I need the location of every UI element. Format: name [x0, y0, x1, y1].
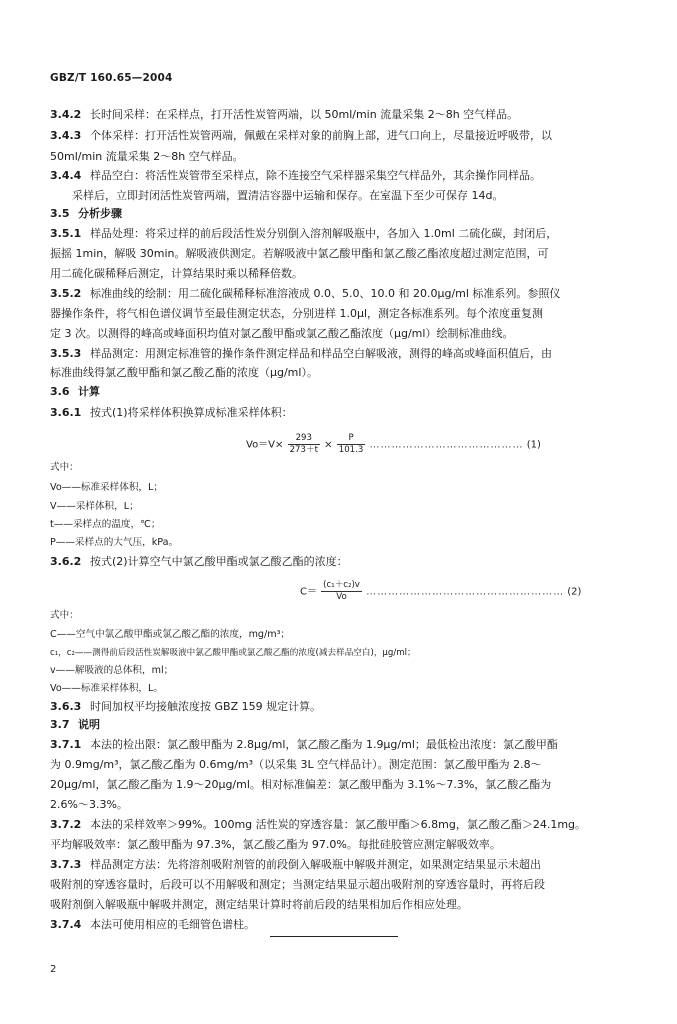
- section-3-5-3: [50, 347, 552, 361]
- variable-definition: v——解吸液的总体积，ml；: [50, 665, 174, 676]
- section-3-4-4: [50, 169, 541, 183]
- fraction-numerator: 293: [288, 433, 320, 445]
- section-number: 3.4.2: [50, 108, 82, 121]
- variable-definition: V——采样体积，L；: [50, 501, 139, 512]
- section-3-5-heading: [50, 207, 122, 221]
- fraction-temperature: [288, 433, 320, 456]
- section-number: 3.6: [50, 385, 70, 398]
- fraction-pressure: [337, 433, 366, 456]
- formula-lhs: C＝: [300, 586, 317, 598]
- section-3-7-3-cont: 吸附剂倒入解吸瓶中解吸并测定，测定结果计算时将前后段的结果相加后作相应处理。: [50, 898, 468, 911]
- section-title: 说明: [78, 718, 100, 731]
- formula-2: [300, 580, 581, 603]
- section-3-5-1-cont: 振摇 1min，解吸 30min。解吸液供测定。若解吸液中氯乙酸甲酯和氯乙酸乙酯浓度超过测定范围，可: [50, 247, 549, 260]
- section-3-4-3: [50, 129, 552, 143]
- formula-number: (1): [526, 439, 541, 451]
- section-3-6-1: [50, 406, 293, 420]
- section-number: 3.7.3: [50, 858, 82, 871]
- section-number: 3.7: [50, 718, 70, 731]
- leader-dots: ………………………………………………: [366, 586, 565, 598]
- section-3-6-3: [50, 700, 321, 714]
- variable-definition: c₁，c₂——测得前后段活性炭解吸液中氯乙酸甲酯或氯乙酸乙酯的浓度(减去样品空白)，μg/ml；: [50, 648, 416, 658]
- section-text: 按式(2)计算空气中氯乙酸甲酯或氯乙酸乙酯的浓度：: [90, 555, 348, 568]
- section-3-5-2-cont: 定 3 次。以测得的峰高或峰面积均值对氯乙酸甲酯或氯乙酸乙酯浓度（μg/ml）绘制标准曲线。: [50, 327, 514, 340]
- where-label: 式中：: [50, 610, 79, 621]
- variable-definition: Vo——标准采样体积，L。: [50, 683, 163, 694]
- section-3-7-3-cont: 吸附剂的穿透容量时，后段可以不用解吸和测定；当测定结果显示超出吸附剂的穿透容量时，再将后段: [50, 878, 545, 891]
- formula-number: (2): [567, 586, 582, 598]
- section-3-5-2: [50, 287, 560, 301]
- section-3-6-heading: [50, 385, 100, 399]
- section-number: 3.6.1: [50, 406, 82, 419]
- section-title: 计算: [78, 385, 100, 398]
- section-text: 样品测定：用测定标准管的操作条件测定样品和样品空白解吸液，测得的峰高或峰面积值后，由: [90, 347, 552, 360]
- section-3-4-4-cont: 采样后，立即封闭活性炭管两端，置清洁容器中运输和保存。在室温下至少可保存 14d。: [72, 189, 504, 202]
- section-3-5-2-cont: 器操作条件，将气相色谱仪调节至最佳测定状态，分别进样 1.0μl，测定各标准系列。每个浓度重复测: [50, 307, 544, 320]
- section-3-4-2: [50, 108, 518, 122]
- standard-code-header: GBZ/T 160.65—2004: [50, 72, 173, 84]
- section-number: 3.6.3: [50, 700, 82, 713]
- multiply-sign: ×: [324, 439, 333, 451]
- section-number: 3.4.3: [50, 129, 82, 142]
- section-number: 3.7.2: [50, 818, 82, 831]
- section-text: 长时间采样：在采样点，打开活性炭管两端，以 50ml/min 流量采集 2～8h 空气样品。: [90, 108, 519, 121]
- fraction-concentration: [321, 580, 362, 603]
- leader-dots: ……………………………………: [369, 439, 524, 451]
- section-3-7-2-cont: 平均解吸效率：氯乙酸甲酯为 97.3%，氯乙酸乙酯为 97.0%。每批硅胶管应测定解吸效率。: [50, 838, 501, 851]
- formula-lhs: Vo＝V×: [246, 439, 284, 451]
- section-number: 3.5.3: [50, 347, 82, 360]
- section-number: 3.5.2: [50, 287, 82, 300]
- fraction-denominator: 101.3: [338, 445, 364, 455]
- fraction-numerator: (c₁＋c₂)v: [323, 580, 360, 590]
- fraction-denominator: Vo: [336, 592, 347, 602]
- section-number: 3.5.1: [50, 227, 82, 240]
- section-3-7-2: [50, 818, 586, 832]
- formula-1: [246, 433, 541, 456]
- section-text: 本法的检出限：氯乙酸甲酯为 2.8μg/ml，氯乙酸乙酯为 1.9μg/ml；最低检出浓度：氯乙酸甲酯: [90, 738, 558, 751]
- section-3-7-1-cont: 20μg/ml，氯乙酸乙酯为 1.9～20μg/ml。相对标准偏差：氯乙酸甲酯为 3.1%～7.3%，氯乙酸乙酯为: [50, 778, 552, 791]
- fraction-numerator: P: [337, 433, 366, 445]
- section-title: 分析步骤: [78, 207, 122, 220]
- section-text: 样品测定方法：先将溶剂吸附剂管的前段倒入解吸瓶中解吸并测定，如果测定结果显示未超出: [90, 858, 541, 871]
- section-3-6-2: [50, 555, 348, 569]
- section-number: 3.7.4: [50, 918, 82, 931]
- variable-definition: Vo——标准采样体积，L；: [50, 482, 163, 493]
- section-3-5-1: [50, 227, 557, 241]
- section-number: 3.6.2: [50, 555, 82, 568]
- fraction-denominator: 273＋t: [289, 445, 318, 455]
- section-number: 3.7.1: [50, 738, 82, 751]
- section-3-5-3-cont: 标准曲线得氯乙酸甲酯和氯乙酸乙酯的浓度（μg/ml）。: [50, 366, 318, 379]
- section-text: 本法可使用相应的毛细管色谱柱。: [90, 918, 255, 931]
- section-text: 个体采样：打开活性炭管两端，佩戴在采样对象的前胸上部，进气口向上，尽量接近呼吸带，以: [90, 129, 552, 142]
- variable-definition: C——空气中氯乙酸甲酯或氯乙酸乙酯的浓度，mg/m³；: [50, 629, 291, 640]
- section-number: 3.5: [50, 207, 70, 220]
- section-3-4-3-cont: 50ml/min 流量采集 2～8h 空气样品。: [50, 150, 244, 163]
- section-3-5-1-cont: 用二硫化碳稀释后测定，计算结果时乘以稀释倍数。: [50, 267, 303, 280]
- section-3-7-1-cont: 为 0.9mg/m³，氯乙酸乙酯为 0.6mg/m³（以采集 3L 空气样品计）。测定范围：氯乙酸甲酯为 2.8～: [50, 758, 542, 771]
- section-text: 样品空白：将活性炭管带至采样点，除不连接空气采样器采集空气样品外，其余操作同样品。: [90, 169, 541, 182]
- section-3-7-4: [50, 918, 255, 932]
- variable-definition: t——采样点的温度，℃；: [50, 519, 161, 530]
- section-3-7-1: [50, 738, 558, 752]
- section-3-7-1-cont: 2.6%～3.3%。: [50, 798, 128, 811]
- section-text: 本法的采样效率＞99%。100mg 活性炭的穿透容量：氯乙酸甲酯＞6.8mg，氯乙酸乙酯＞24.1mg。: [90, 818, 587, 831]
- section-number: 3.4.4: [50, 169, 82, 182]
- end-rule-divider: [270, 936, 398, 937]
- section-text: 按式(1)将采样体积换算成标准采样体积：: [90, 406, 293, 419]
- where-label: 式中：: [50, 462, 79, 473]
- page-number: 2: [50, 964, 57, 975]
- section-text: 样品处理：将采过样的前后段活性炭分别倒入溶剂解吸瓶中，各加入 1.0ml 二硫化碳，封闭后，: [90, 227, 558, 240]
- section-text: 标准曲线的绘制：用二硫化碳稀释标准溶液成 0.0、5.0、10.0 和 20.0μg/ml 标准系列。参照仪: [90, 287, 561, 300]
- section-3-7-heading: [50, 718, 100, 732]
- variable-definition: P——采样点的大气压，kPa。: [50, 537, 179, 548]
- section-3-7-3: [50, 858, 541, 872]
- section-text: 时间加权平均接触浓度按 GBZ 159 规定计算。: [90, 700, 322, 713]
